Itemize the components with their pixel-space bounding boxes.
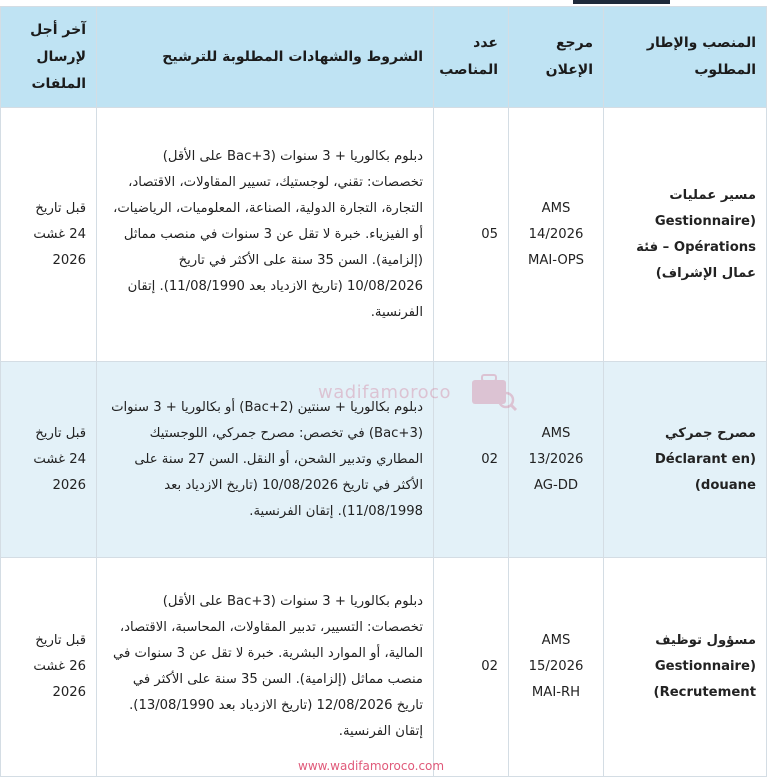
deadline-line: قبل تاريخ (35, 200, 86, 216)
deadline-line: قبل تاريخ (35, 425, 86, 441)
header-reference: مرجع الإعلان (509, 7, 604, 108)
count-cell: 02 (434, 362, 509, 558)
header-position: المنصب والإطار المطلوب (604, 7, 767, 108)
reference-line: AMS (541, 200, 571, 216)
reference-line: AMS (541, 425, 571, 441)
jobs-table (0, 6, 767, 777)
position-cell (604, 362, 767, 558)
reference-line: AG-DD (533, 477, 579, 493)
footer-watermark-url: www.wadifamoroco.com (298, 759, 445, 773)
position-title-ar: مسؤول توظيف (655, 633, 756, 648)
reference-line: MAI-OPS (527, 252, 585, 268)
requirements-cell: دبلوم بكالوريا + سنتين (Bac+2) أو بكالوريا + 3 سنوات (Bac+3) في تخصص: مصرح جمركي، اللوجستيك المطاري وتدبير الشحن، أو النقل. السن 27 سنة على الأكثر في تاريخ 10/08/2026 (تاريخ الازدياد بعد 11/08/1998). إتقان الفرنسية. (97, 362, 434, 558)
position-title-fr: (Déclarant en (654, 451, 756, 467)
table-row (1, 558, 767, 777)
watermark-text: wadifamoroco (318, 382, 452, 403)
position-title-ar2: عمال الإشراف) (655, 265, 756, 281)
deadline-line: قبل تاريخ (35, 633, 86, 648)
reference-cell (509, 558, 604, 777)
deadline-line: 26 غشت (33, 659, 86, 674)
reference-line: 14/2026 (528, 226, 584, 242)
reference-line: 13/2026 (528, 451, 584, 467)
deadline-line: 2026 (52, 252, 86, 268)
position-title-ar: مصرح جمركي (664, 425, 756, 441)
deadline-cell (1, 362, 97, 558)
position-title-fr: (Gestionnaire Opérations – فئة (636, 213, 756, 255)
top-accent-bar (573, 0, 670, 4)
position-title-ar2: Recrutement) (653, 685, 756, 700)
deadline-cell (1, 558, 97, 777)
header-deadline: آخر أجل لإرسال الملفات (1, 7, 97, 108)
reference-line: AMS (541, 633, 571, 648)
header-requirements: الشروط والشهادات المطلوبة للترشيح (97, 7, 434, 108)
deadline-line: 24 غشت (33, 451, 86, 467)
requirements-cell: دبلوم بكالوريا + 3 سنوات (Bac+3 على الأقل) تخصصات: تقني، لوجستيك، تسيير المقاولات، الاقتصاد، التجارة، التجارة الدولية، الصناعة، المعلوميات، الرياضيات، أو الفيزياء. خبرة لا تقل عن 3 سنوات في منصب مماثل (إلزامية). السن 35 سنة على الأكثر في تاريخ 10/08/2026 (تاريخ الازدياد بعد 11/08/1990). إتقان الفرنسية. (97, 108, 434, 362)
position-cell (604, 108, 767, 362)
count-cell: 05 (434, 108, 509, 362)
deadline-line: 2026 (52, 685, 86, 700)
requirements-cell: دبلوم بكالوريا + 3 سنوات (Bac+3 على الأقل) تخصصات: التسيير، تدبير المقاولات، المحاسبة، الاقتصاد، المالية، أو الموارد البشرية. خبرة لا تقل عن 3 سنوات في منصب مماثل (إلزامية). السن 35 سنة على الأكثر في تاريخ 12/08/2026 (تاريخ الازدياد بعد 13/08/1990). إتقان الفرنسية. (97, 558, 434, 777)
deadline-cell (1, 108, 97, 362)
count-cell: 02 (434, 558, 509, 777)
deadline-line: 2026 (52, 477, 86, 493)
reference-line: MAI-RH (531, 685, 581, 700)
position-cell (604, 558, 767, 777)
reference-cell (509, 108, 604, 362)
reference-line: 15/2026 (528, 659, 584, 674)
position-title-fr: (Gestionnaire (654, 659, 756, 674)
reference-cell (509, 362, 604, 558)
deadline-line: 24 غشت (33, 226, 86, 242)
position-title-ar2: douane) (694, 477, 756, 493)
header-count: عدد المناصب (434, 7, 509, 108)
table-header-row (1, 7, 767, 108)
position-title-ar: مسير عمليات (669, 187, 756, 203)
table-row (1, 362, 767, 558)
table-row (1, 108, 767, 362)
